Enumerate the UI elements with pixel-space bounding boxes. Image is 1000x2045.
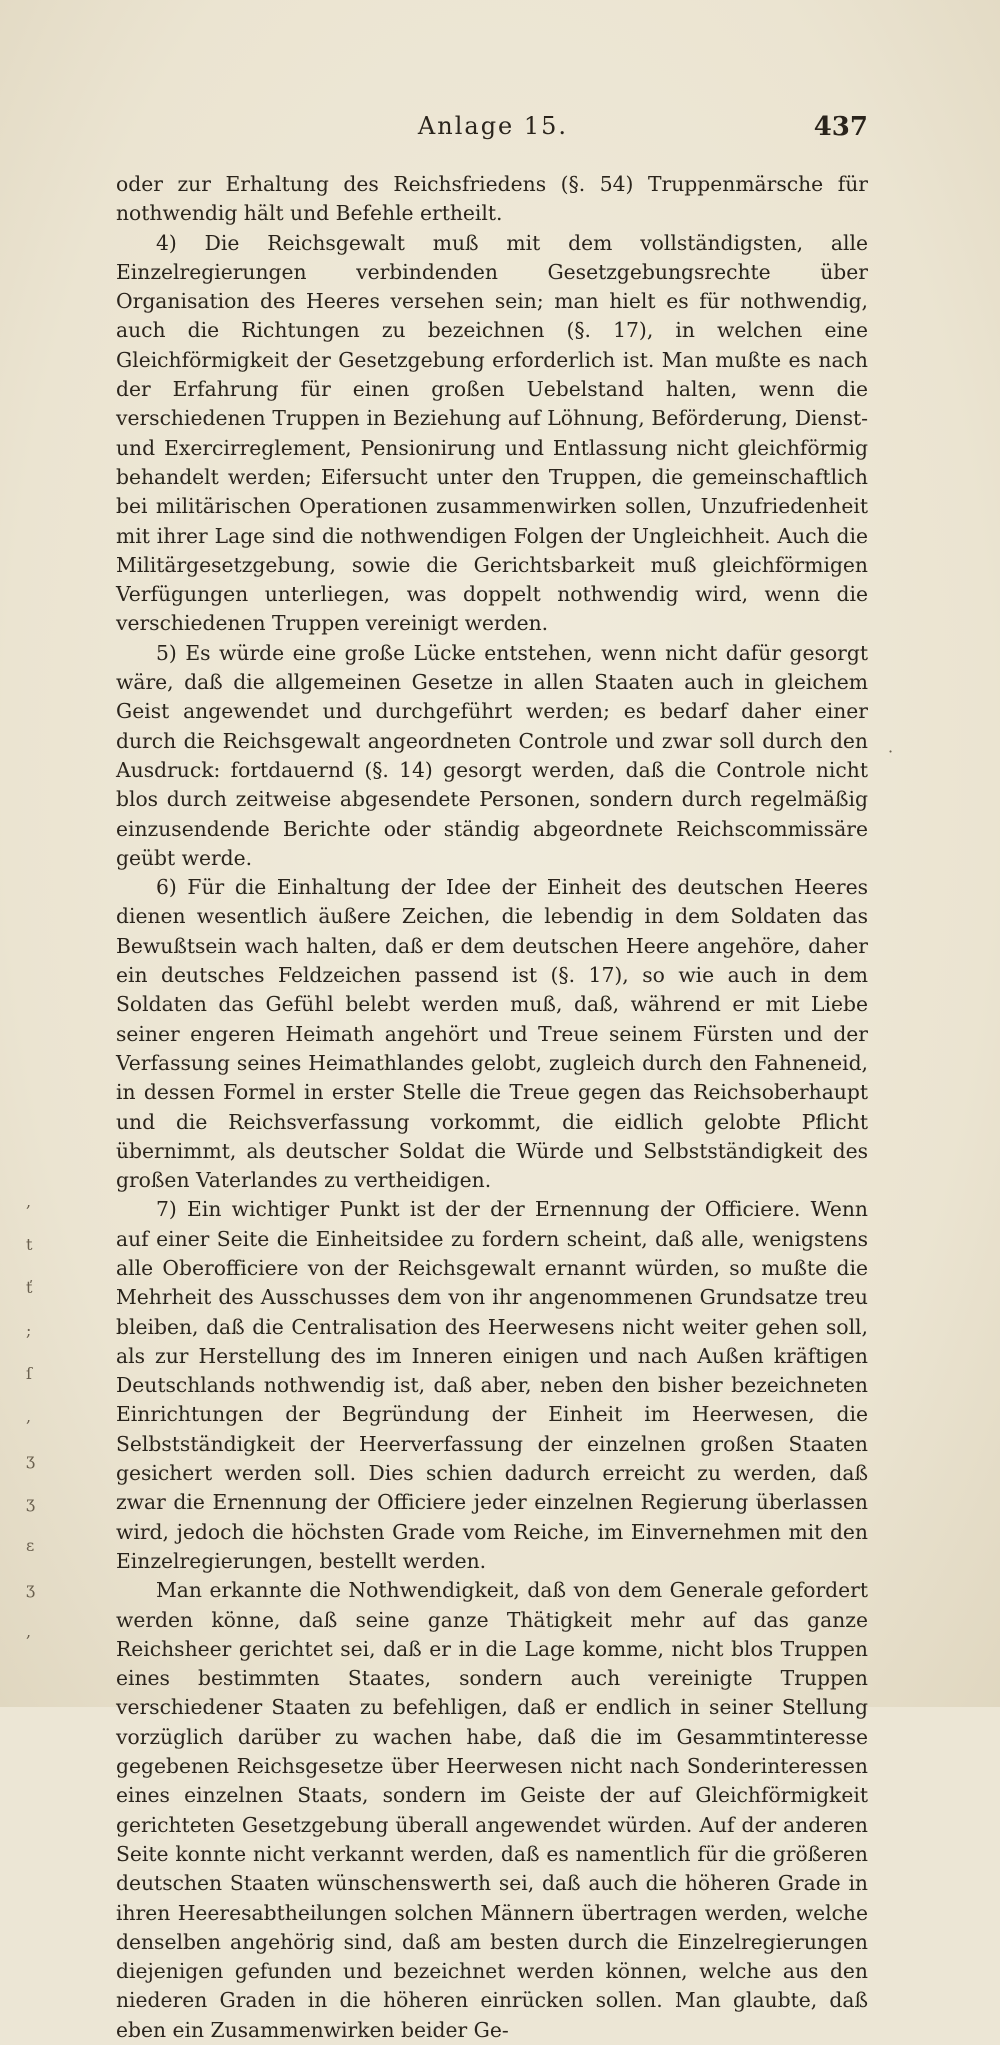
paragraph-5: 5) Es würde eine große Lücke entstehen, wenn nicht dafür gesorgt wäre, daß die allgemeinen Gesetze in allen Staaten auch in gleichem Geist angewendet und durchgeführt werden; es bedarf daher einer durch die Reichsgewalt angeordneten Controle und zwar soll durch den Ausdruck: fortdauernd (§. 14) gesorgt werden, daß die Controle nicht blos durch zeitweise abgesendete Personen, sondern durch regelmäßig einzusendende Berichte oder ständig abgeordnete Reichscommissäre geübt werde. [116, 640, 868, 870]
paragraph-generals: Man erkannte die Nothwendigkeit, daß von dem Generale gefordert werden könne, daß seine ganze Thätigkeit mehr auf das ganze Reichsheer gerichtet sei, daß er in die Lage komme, nicht blos Truppen eines bestimmten Staates, sondern auch vereinigte Truppen verschiedener Staaten zu befehligen, daß er endlich in seiner Stellung vorzüglich darüber zu wachen habe, daß die im Gesammtinteresse gegebenen Reichsgesetze über Heerwesen nicht nach Sonderinteressen eines einzelnen Staats, sondern im Geiste der auf Gleichförmigkeit gerichteten Gesetzgebung überall angewendet würden. Auf der anderen Seite konnte nicht verkannt werden, daß es namentlich für die größeren deutschen Staaten wünschenswerth sei, daß auch die höheren Grade in ihren Heeresabtheilungen solchen Männern übertragen werden, welche denselben angehörig sind, daß am besten durch die Einzelregierungen diejenigen gefunden und bezeichnet werden können, welche aus den niederen Graden in die höheren einrücken sollen. Man glaubte, daß eben ein Zusammenwirken beider Ge- [116, 1578, 868, 2042]
paragraph-4: 4) Die Reichsgewalt muß mit dem vollständigsten, alle Einzelregierungen verbindenden Gesetzgebungsrechte über Organisation des Heeres versehen sein; man hielt es für nothwendig, auch die Richtungen zu bezeichnen (§. 17), in welchen eine Gleichförmigkeit der Gesetzgebung erforderlich ist. Man mußte es nach der Erfahrung für einen großen Uebelstand halten, wenn die verschiedenen Truppen in Beziehung auf Löhnung, Beförderung, Dienst- und Exercirreglement, Pensionirung und Entlassung nicht gleichförmig behandelt werden; Eifersucht unter den Truppen, die gemeinschaftlich bei militärischen Operationen zusammenwirken sollen, Unzufriedenheit mit ihrer Lage sind die nothwendigen Folgen der Ungleichheit. Auch die Militärgesetzgebung, sowie die Gerichtsbarkeit muß gleichförmigen Verfügungen unterliegen, was doppelt nothwendig wird, wenn die verschiedenen Truppen vereinigt werden. [116, 230, 868, 636]
margin-dot: · [888, 742, 894, 761]
body-text [116, 170, 868, 2045]
page-header [118, 112, 868, 152]
page-number: 437 [813, 112, 868, 142]
paragraph-continuation: oder zur Erhaltung des Reichsfriedens (§. 54) Truppenmärsche für nothwendig hält und Befehle ertheilt. [116, 172, 868, 226]
paragraph-7: 7) Ein wichtiger Punkt ist der der Ernennung der Officiere. Wenn auf einer Seite die Einheitsidee zu fordern scheint, daß alle, wenigstens alle Oberofficiere von der Reichsgewalt ernannt würden, so mußte die Mehrheit des Ausschusses dem von ihr angenommenen Grundsatze treu bleiben, daß die Centralisation des Heerwesens nicht weiter gehen soll, als zur Herstellung des im Inneren einigen und nach Außen kräftigen Deutschlands nothwendig ist, daß aber, neben den bisher bezeichneten Einrichtungen der Begründung der Einheit im Heerwesen, die Selbstständigkeit der Heerverfassung der einzelnen großen Staaten gesichert werden soll. Dies schien dadurch erreicht zu werden, daß zwar die Ernennung der Officiere jeder einzelnen Regierung überlassen wird, jedoch die höchsten Grade vom Reiche, im Einvernehmen mit den Einzelregierungen, bestellt werden. [116, 1197, 868, 1573]
running-title: Anlage 15. [417, 112, 569, 140]
paragraph-6: 6) Für die Einhaltung der Idee der Einheit des deutschen Heeres dienen wesentlich äußere Zeichen, die lebendig in dem Soldaten das Bewußtsein wach halten, daß er dem deutschen Heere angehöre, daher ein deutsches Feldzeichen passend ist (§. 17), so wie auch in dem Soldaten das Gefühl belebt werden muß, daß, während er mit Liebe seiner engeren Heimath angehört und Treue seinem Fürsten und der Verfassung seines Heimathlandes gelobt, zugleich durch den Fahneneid, in dessen Formel in erster Stelle die Treue gegen das Reichsoberhaupt und die Reichsverfassung vorkommt, die eidlich gelobte Pflicht übernimmt, als deutscher Soldat die Würde und Selbstständigkeit des großen Vaterlandes zu vertheidigen. [116, 875, 868, 1193]
bleed-through-marks: , t ť ; ſ , ʒ ʒ ɛ ʒ , [26, 1192, 36, 1641]
